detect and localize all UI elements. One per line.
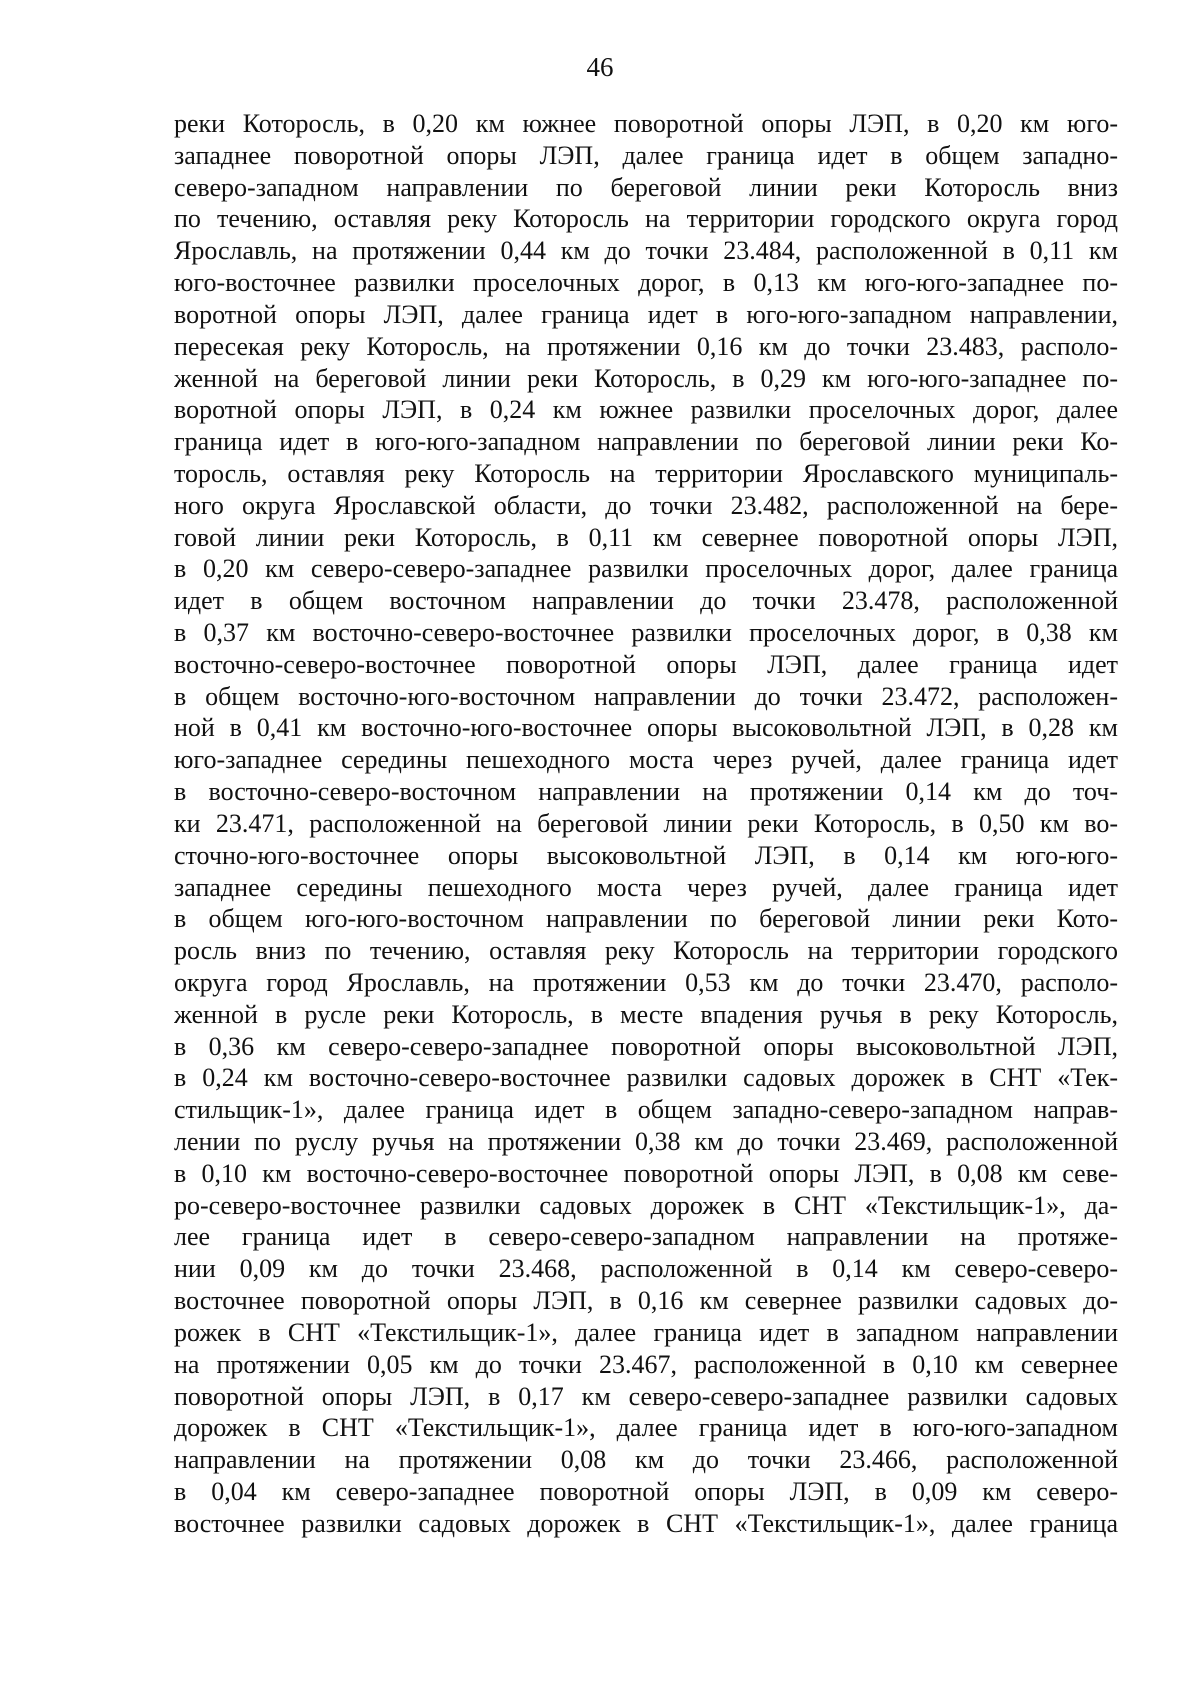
page-number: 46	[586, 52, 614, 82]
text-line: пересекая реку Которосль, на протяжении 0,16 км до точки 23.483, располо-	[174, 331, 1118, 361]
text-line: нии 0,09 км до точки 23.468, расположенной в 0,14 км северо-северо-	[174, 1254, 1118, 1284]
document-body	[174, 108, 1118, 1540]
text-line: женной на береговой линии реки Которосль, в 0,29 км юго-юго-западнее по-	[174, 363, 1118, 393]
text-line: в 0,20 км северо-северо-западнее развилки проселочных дорог, далее граница	[174, 554, 1118, 584]
text-line: ро-северо-восточнее развилки садовых дорожек в СНТ «Текстильщик-1», да-	[174, 1190, 1118, 1220]
text-line: восточнее развилки садовых дорожек в СНТ «Текстильщик-1», далее граница	[174, 1508, 1118, 1538]
text-line: в восточно-северо-восточном направлении на протяжении 0,14 км до точ-	[174, 777, 1118, 807]
text-line: округа город Ярославль, на протяжении 0,53 км до точки 23.470, располо-	[174, 967, 1118, 997]
text-line: по течению, оставляя реку Которосль на территории городского округа город	[174, 204, 1118, 234]
text-line: в 0,10 км восточно-северо-восточнее поворотной опоры ЛЭП, в 0,08 км севе-	[174, 1158, 1118, 1188]
text-line: юго-западнее середины пешеходного моста через ручей, далее граница идет	[174, 745, 1118, 775]
text-line: говой линии реки Которосль, в 0,11 км севернее поворотной опоры ЛЭП,	[174, 522, 1118, 552]
text-line: воротной опоры ЛЭП, далее граница идет в юго-юго-западном направлении,	[174, 299, 1118, 329]
text-line: в общем юго-юго-восточном направлении по береговой линии реки Кото-	[174, 904, 1118, 934]
text-line: в общем восточно-юго-восточном направлении до точки 23.472, расположен-	[174, 681, 1118, 711]
text-line: росль вниз по течению, оставляя реку Которосль на территории городского	[174, 936, 1118, 966]
text-line: граница идет в юго-юго-западном направлении по береговой линии реки Ко-	[174, 427, 1118, 457]
text-line: ного округа Ярославской области, до точки 23.482, расположенной на бере-	[174, 490, 1118, 520]
text-line: идет в общем восточном направлении до точки 23.478, расположенной	[174, 586, 1118, 616]
text-line: восточно-северо-восточнее поворотной опоры ЛЭП, далее граница идет	[174, 649, 1118, 679]
text-line: северо-западном направлении по береговой линии реки Которосль вниз	[174, 172, 1118, 202]
text-line: в 0,24 км восточно-северо-восточнее развилки садовых дорожек в СНТ «Тек-	[174, 1063, 1118, 1093]
text-line: Ярославль, на протяжении 0,44 км до точки 23.484, расположенной в 0,11 км	[174, 236, 1118, 266]
text-line: дорожек в СНТ «Текстильщик-1», далее граница идет в юго-юго-западном	[174, 1413, 1118, 1443]
text-line: лее граница идет в северо-северо-западном направлении на протяже-	[174, 1222, 1118, 1252]
text-line: в 0,36 км северо-северо-западнее поворотной опоры высоковольтной ЛЭП,	[174, 1031, 1118, 1061]
text-line: западнее поворотной опоры ЛЭП, далее граница идет в общем западно-	[174, 140, 1118, 170]
text-line: торосль, оставляя реку Которосль на территории Ярославского муниципаль-	[174, 458, 1118, 488]
text-line: направлении на протяжении 0,08 км до точки 23.466, расположенной	[174, 1445, 1118, 1475]
text-line: лении по руслу ручья на протяжении 0,38 км до точки 23.469, расположенной	[174, 1127, 1118, 1156]
text-line: рожек в СНТ «Текстильщик-1», далее граница идет в западном направлении	[174, 1317, 1118, 1347]
text-line: стильщик-1», далее граница идет в общем западно-северо-западном направ-	[174, 1095, 1118, 1125]
text-line: западнее середины пешеходного моста через ручей, далее граница идет	[174, 872, 1118, 902]
text-line: женной в русле реки Которосль, в месте впадения ручья в реку Которосль,	[174, 999, 1118, 1029]
text-line: сточно-юго-восточнее опоры высоковольтной ЛЭП, в 0,14 км юго-юго-	[174, 840, 1118, 870]
text-line: реки Которосль, в 0,20 км южнее поворотной опоры ЛЭП, в 0,20 км юго-	[174, 109, 1118, 138]
text-line: в 0,04 км северо-западнее поворотной опоры ЛЭП, в 0,09 км северо-	[174, 1476, 1118, 1506]
text-line: на протяжении 0,05 км до точки 23.467, расположенной в 0,10 км севернее	[174, 1349, 1118, 1379]
text-line: юго-восточнее развилки проселочных дорог, в 0,13 км юго-юго-западнее по-	[174, 268, 1118, 298]
text-line: поворотной опоры ЛЭП, в 0,17 км северо-северо-западнее развилки садовых	[174, 1381, 1118, 1411]
text-line: ной в 0,41 км восточно-юго-восточнее опоры высоковольтной ЛЭП, в 0,28 км	[174, 713, 1118, 743]
text-line: ки 23.471, расположенной на береговой линии реки Которосль, в 0,50 км во-	[174, 808, 1118, 838]
text-line: восточнее поворотной опоры ЛЭП, в 0,16 км севернее развилки садовых до-	[174, 1286, 1118, 1316]
text-line: воротной опоры ЛЭП, в 0,24 км южнее развилки проселочных дорог, далее	[174, 395, 1118, 425]
text-line: в 0,37 км восточно-северо-восточнее развилки проселочных дорог, в 0,38 км	[174, 618, 1118, 647]
